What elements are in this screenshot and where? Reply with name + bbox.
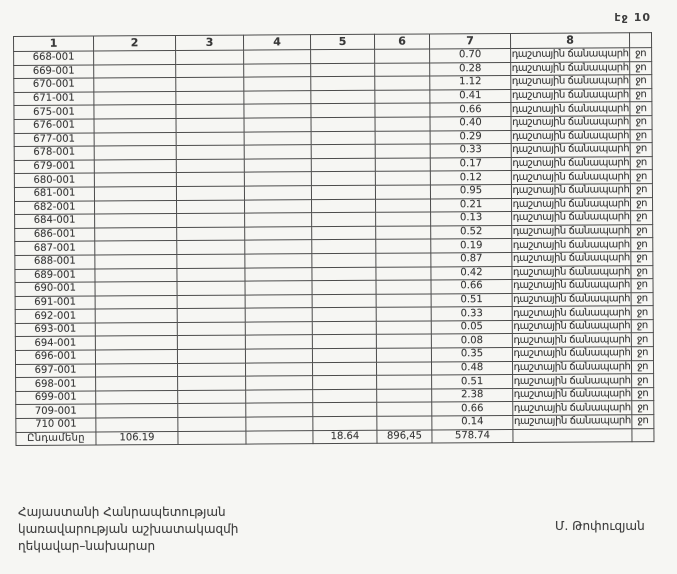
total-value-cell <box>246 430 313 444</box>
total-value-cell <box>178 431 246 445</box>
row-id-cell: 697-001 <box>16 364 96 378</box>
empty-cell <box>244 90 311 104</box>
row-description-cell: դաշտային ճանապարհ <box>512 252 630 265</box>
authority-line: Հայաստանի Հանրապետության <box>18 505 226 519</box>
row-id-cell: 675-001 <box>14 105 94 119</box>
empty-cell <box>377 389 432 403</box>
row-description-cell: դաշտային ճանապարհ <box>511 89 629 102</box>
row-description-cell: դաշտային ճանապարհ <box>512 211 630 224</box>
row-id-cell: 699-001 <box>16 391 96 405</box>
row-description-cell: դաշտային ճանապարհ <box>513 293 631 305</box>
row-id-cell: 676-001 <box>14 119 94 133</box>
row-description-cell: դաշտային ճանապարհ <box>512 184 630 197</box>
row-description-cell: դաշտային ճանապարհ <box>512 170 630 183</box>
empty-cell <box>176 172 244 186</box>
column-header: 7 <box>429 33 510 48</box>
margin-fragment <box>629 33 651 48</box>
empty-cell <box>177 308 245 322</box>
empty-cell <box>95 200 177 214</box>
empty-cell <box>94 118 176 132</box>
empty-cell <box>311 49 375 63</box>
empty-cell <box>312 199 376 213</box>
register-table <box>13 32 654 446</box>
empty-cell <box>312 362 376 376</box>
empty-cell <box>311 158 375 172</box>
empty-cell <box>375 185 430 199</box>
empty-cell <box>376 362 431 376</box>
empty-cell <box>245 281 312 295</box>
empty-cell <box>176 159 244 173</box>
row-value-cell: 0.14 <box>432 415 513 429</box>
row-description-cell: դաշտային ճանապարհ <box>512 143 630 156</box>
empty-cell <box>311 76 375 90</box>
empty-cell <box>311 144 375 158</box>
empty-cell <box>246 403 313 417</box>
row-id-cell: 688-001 <box>15 255 95 269</box>
row-value-cell: 0.87 <box>431 252 512 266</box>
empty-cell <box>312 335 376 349</box>
empty-cell <box>375 144 430 158</box>
empty-cell <box>245 308 312 322</box>
empty-cell <box>375 171 430 185</box>
row-id-cell: 668-001 <box>14 51 94 65</box>
row-description-cell: դաշտային ճանապարհ <box>512 225 630 237</box>
row-description-cell: դաշտային ճանապարհ <box>512 130 630 142</box>
signature-name: Մ. Թոփուզյան <box>555 519 645 533</box>
empty-cell <box>245 267 312 281</box>
empty-cell <box>244 158 311 172</box>
empty-cell <box>244 77 311 91</box>
empty-cell <box>96 363 178 377</box>
empty-cell <box>376 334 431 348</box>
row-value-cell: 0.70 <box>430 48 511 62</box>
row-description-cell: դաշտային ճանապարհ <box>513 306 631 319</box>
margin-fragment: ջո <box>631 292 653 306</box>
margin-fragment: ջո <box>631 347 653 361</box>
empty-cell <box>177 200 245 214</box>
empty-cell <box>95 322 177 336</box>
column-header: 2 <box>94 36 176 52</box>
row-id-cell: 696-001 <box>15 350 95 364</box>
empty-cell <box>246 390 313 404</box>
margin-fragment: ջո <box>631 360 653 374</box>
empty-cell <box>95 254 177 268</box>
empty-cell <box>176 186 244 200</box>
empty-cell <box>375 131 430 145</box>
empty-cell <box>177 349 245 363</box>
empty-cell <box>312 212 376 226</box>
empty-cell <box>376 198 431 212</box>
empty-cell <box>94 105 176 119</box>
empty-cell <box>244 50 311 64</box>
row-description-cell: դաշտային ճանապարհ <box>512 157 630 169</box>
total-value-cell: 578.74 <box>432 429 513 443</box>
row-description-cell: դաշտային ճանապարհ <box>513 401 631 414</box>
row-description-cell: դաշտային ճանապարհ <box>512 238 630 251</box>
empty-cell <box>177 227 245 241</box>
empty-cell <box>375 158 430 172</box>
empty-cell <box>177 281 245 295</box>
row-value-cell: 2.38 <box>432 388 513 402</box>
empty-cell <box>245 213 312 227</box>
row-value-cell: 0.35 <box>431 348 512 362</box>
row-description-cell: դաշտային ճանապարհ <box>512 198 630 210</box>
row-id-cell: 678-001 <box>14 146 94 160</box>
empty-cell <box>375 49 430 63</box>
empty-cell <box>246 376 313 390</box>
row-value-cell: 0.28 <box>430 62 511 76</box>
authority-line: ղեկավար–նախարար <box>18 539 156 553</box>
row-value-cell: 0.48 <box>431 361 512 375</box>
row-description-cell: դաշտային ճանապարհ <box>512 266 630 278</box>
empty-cell <box>96 390 178 404</box>
empty-cell <box>311 63 375 77</box>
row-description-cell: դաշտային ճանապարհ <box>511 62 629 74</box>
margin-fragment: ջո <box>630 48 652 62</box>
margin-fragment: ջո <box>631 333 653 347</box>
row-id-cell: 692-001 <box>15 309 95 323</box>
empty-cell <box>177 322 245 336</box>
empty-cell <box>178 363 246 377</box>
empty-cell <box>177 268 245 282</box>
empty-cell <box>312 267 376 281</box>
row-value-cell: 0.51 <box>432 375 513 389</box>
empty-cell <box>311 117 375 131</box>
empty-cell <box>375 90 430 104</box>
margin-fragment: ջո <box>630 102 652 116</box>
row-id-cell: 691-001 <box>15 296 95 310</box>
empty-cell <box>178 390 246 404</box>
empty-cell <box>94 64 176 78</box>
row-description-cell: դաշտային ճանապարհ <box>511 75 629 88</box>
margin-fragment: ջո <box>630 61 652 75</box>
margin-fragment: ջո <box>630 75 652 89</box>
row-id-cell: 694-001 <box>15 336 95 350</box>
row-description-cell: դաշտային ճանապարհ <box>513 334 631 346</box>
row-value-cell: 0.41 <box>430 89 511 103</box>
margin-fragment: ջո <box>630 88 652 102</box>
row-id-cell: 693-001 <box>15 323 95 337</box>
row-id-cell: 679-001 <box>14 160 94 174</box>
row-value-cell: 0.17 <box>430 157 511 171</box>
empty-cell <box>376 266 431 280</box>
row-id-cell: 669-001 <box>14 65 94 79</box>
margin-fragment: ջո <box>630 184 652 198</box>
margin-fragment: ջո <box>632 387 654 401</box>
empty-cell <box>176 145 244 159</box>
row-value-cell: 0.19 <box>431 239 512 253</box>
empty-cell <box>377 416 432 430</box>
empty-cell <box>312 348 376 362</box>
empty-cell <box>244 186 311 200</box>
empty-cell <box>313 389 377 403</box>
empty-cell <box>377 402 432 416</box>
empty-cell <box>376 226 431 240</box>
empty-cell <box>177 336 245 350</box>
empty-cell <box>245 322 312 336</box>
empty-cell <box>311 131 375 145</box>
empty-cell <box>246 417 313 431</box>
margin-fragment: ջո <box>632 415 654 429</box>
total-value-cell: 18.64 <box>313 430 377 444</box>
empty-cell <box>312 226 376 240</box>
row-description-cell: դաշտային ճանապարհ <box>512 116 630 129</box>
total-value-cell <box>513 428 632 442</box>
empty-cell <box>244 104 311 118</box>
empty-cell <box>244 63 311 77</box>
empty-cell <box>94 91 176 105</box>
row-value-cell: 0.40 <box>430 116 511 130</box>
empty-cell <box>245 226 312 240</box>
empty-cell <box>95 268 177 282</box>
empty-cell <box>245 294 312 308</box>
empty-cell <box>245 349 312 363</box>
total-value-cell: 896,45 <box>377 430 432 444</box>
empty-cell <box>178 376 246 390</box>
margin-fragment: ջո <box>631 238 653 252</box>
row-value-cell: 0.66 <box>430 103 511 117</box>
authority-line: կառավարության աշխատակազմի <box>18 522 239 536</box>
row-value-cell: 0.21 <box>431 198 512 212</box>
row-description-cell: դաշտային ճանապարհ <box>513 374 631 387</box>
empty-cell <box>176 118 244 132</box>
row-id-cell: 671-001 <box>14 92 94 106</box>
row-id-cell: 698-001 <box>16 377 96 391</box>
empty-cell <box>94 132 176 146</box>
row-value-cell: 0.29 <box>430 130 511 144</box>
empty-cell <box>244 172 311 186</box>
row-value-cell: 0.66 <box>431 280 512 294</box>
row-value-cell: 0.33 <box>431 307 512 321</box>
row-id-cell: 682-001 <box>15 201 95 215</box>
empty-cell <box>245 240 312 254</box>
empty-cell <box>312 294 376 308</box>
empty-cell <box>313 403 377 417</box>
empty-cell <box>95 241 177 255</box>
total-row <box>16 428 654 445</box>
empty-cell <box>312 308 376 322</box>
row-value-cell: 0.12 <box>430 171 511 185</box>
empty-cell <box>177 213 245 227</box>
empty-cell <box>245 199 312 213</box>
empty-cell <box>312 280 376 294</box>
empty-cell <box>244 131 311 145</box>
row-description-cell: դաշտային ճանապարհ <box>511 102 629 115</box>
empty-cell <box>177 295 245 309</box>
row-value-cell: 0.66 <box>432 402 513 416</box>
row-value-cell: 0.08 <box>431 334 512 348</box>
empty-cell <box>245 254 312 268</box>
margin-fragment: ջո <box>631 224 653 238</box>
margin-fragment: ջո <box>631 279 653 293</box>
column-header: 4 <box>243 35 310 50</box>
column-header: 8 <box>510 33 629 49</box>
empty-cell <box>177 240 245 254</box>
margin-fragment: ջո <box>631 252 653 266</box>
margin-fragment: ջո <box>631 306 653 320</box>
margin-fragment: ջո <box>630 156 652 170</box>
margin-fragment: ջո <box>632 401 654 415</box>
empty-cell <box>377 375 432 389</box>
row-id-cell: 709-001 <box>16 404 96 418</box>
empty-cell <box>312 240 376 254</box>
row-description-cell: դաշտային ճանապարհ <box>513 388 631 401</box>
empty-cell <box>176 77 244 91</box>
margin-fragment: ջո <box>631 319 653 333</box>
empty-cell <box>176 64 244 78</box>
empty-cell <box>313 416 377 430</box>
empty-cell <box>376 321 431 335</box>
empty-cell <box>311 104 375 118</box>
margin-fragment: ջո <box>631 265 653 279</box>
row-value-cell: 0.05 <box>431 320 512 334</box>
empty-cell <box>94 78 176 92</box>
empty-cell <box>96 404 178 418</box>
row-id-cell: 690-001 <box>15 282 95 296</box>
empty-cell <box>95 309 177 323</box>
column-header: 5 <box>310 34 374 49</box>
column-header: 1 <box>14 36 94 51</box>
empty-cell <box>375 117 430 131</box>
row-description-cell: դաշտային ճանապարհ <box>513 279 631 292</box>
margin-fragment: ջո <box>632 374 654 388</box>
row-id-cell: 687-001 <box>15 241 95 255</box>
row-id-cell: 677-001 <box>14 133 94 147</box>
empty-cell <box>176 104 244 118</box>
row-value-cell: 0.42 <box>431 266 512 280</box>
empty-cell <box>96 377 178 391</box>
empty-cell <box>94 146 176 160</box>
empty-cell <box>176 132 244 146</box>
row-description-cell: դաշտային ճանապարհ <box>513 361 631 373</box>
empty-cell <box>95 227 177 241</box>
row-value-cell: 0.52 <box>431 225 512 239</box>
margin-fragment: ջո <box>630 143 652 157</box>
row-id-cell: 684-001 <box>15 214 95 228</box>
empty-cell <box>313 376 377 390</box>
empty-cell <box>244 145 311 159</box>
empty-cell <box>375 63 430 77</box>
empty-cell <box>375 103 430 117</box>
empty-cell <box>376 294 431 308</box>
empty-cell <box>94 159 176 173</box>
empty-cell <box>376 348 431 362</box>
empty-cell <box>376 307 431 321</box>
row-id-cell: 689-001 <box>15 269 95 283</box>
empty-cell <box>95 214 177 228</box>
row-value-cell: 0.13 <box>431 212 512 226</box>
empty-cell <box>376 280 431 294</box>
table-body <box>14 48 654 433</box>
empty-cell <box>376 253 431 267</box>
empty-cell <box>312 253 376 267</box>
row-value-cell: 0.95 <box>430 184 511 198</box>
empty-cell <box>95 282 177 296</box>
row-id-cell: 670-001 <box>14 78 94 92</box>
empty-cell <box>244 118 311 132</box>
empty-cell <box>246 362 313 376</box>
empty-cell <box>95 295 177 309</box>
empty-cell <box>311 185 375 199</box>
row-id-cell: 680-001 <box>14 173 94 187</box>
empty-cell <box>376 212 431 226</box>
empty-cell <box>311 172 375 186</box>
margin-fragment: ջո <box>630 170 652 184</box>
empty-cell <box>177 254 245 268</box>
row-description-cell: դաշտային ճանապարհ <box>513 415 631 428</box>
column-header: 3 <box>176 35 244 50</box>
empty-cell <box>96 418 178 432</box>
row-value-cell: 0.33 <box>430 144 511 158</box>
empty-cell <box>376 239 431 253</box>
empty-cell <box>176 91 244 105</box>
margin-fragment: ջո <box>630 129 652 143</box>
empty-cell <box>312 321 376 335</box>
row-description-cell: դաշտային ճանապարհ <box>513 320 631 333</box>
empty-cell <box>178 417 246 431</box>
column-header: 6 <box>374 34 429 49</box>
empty-cell <box>95 336 177 350</box>
total-value-cell: 106.19 <box>96 431 178 445</box>
row-id-cell: 681-001 <box>14 187 94 201</box>
total-label-cell: Ընդամենը <box>16 432 96 446</box>
row-description-cell: դաշտային ճանապարհ <box>511 48 629 61</box>
margin-fragment <box>632 428 654 442</box>
margin-fragment: ջո <box>630 197 652 211</box>
row-description-cell: դաշտային ճանապարհ <box>513 347 631 360</box>
row-id-cell: 686-001 <box>15 228 95 242</box>
empty-cell <box>94 186 176 200</box>
empty-cell <box>94 51 176 65</box>
empty-cell <box>375 76 430 90</box>
margin-fragment: ջո <box>630 116 652 130</box>
row-id-cell: 710 001 <box>16 418 96 432</box>
empty-cell <box>176 50 244 64</box>
margin-fragment: ջո <box>631 211 653 225</box>
page-number-label: էջ 10 <box>614 11 651 24</box>
empty-cell <box>94 173 176 187</box>
row-value-cell: 1.12 <box>430 76 511 90</box>
row-value-cell: 0.51 <box>431 293 512 307</box>
empty-cell <box>178 404 246 418</box>
empty-cell <box>311 90 375 104</box>
issuing-authority-block <box>18 504 238 555</box>
empty-cell <box>95 350 177 364</box>
empty-cell <box>245 335 312 349</box>
